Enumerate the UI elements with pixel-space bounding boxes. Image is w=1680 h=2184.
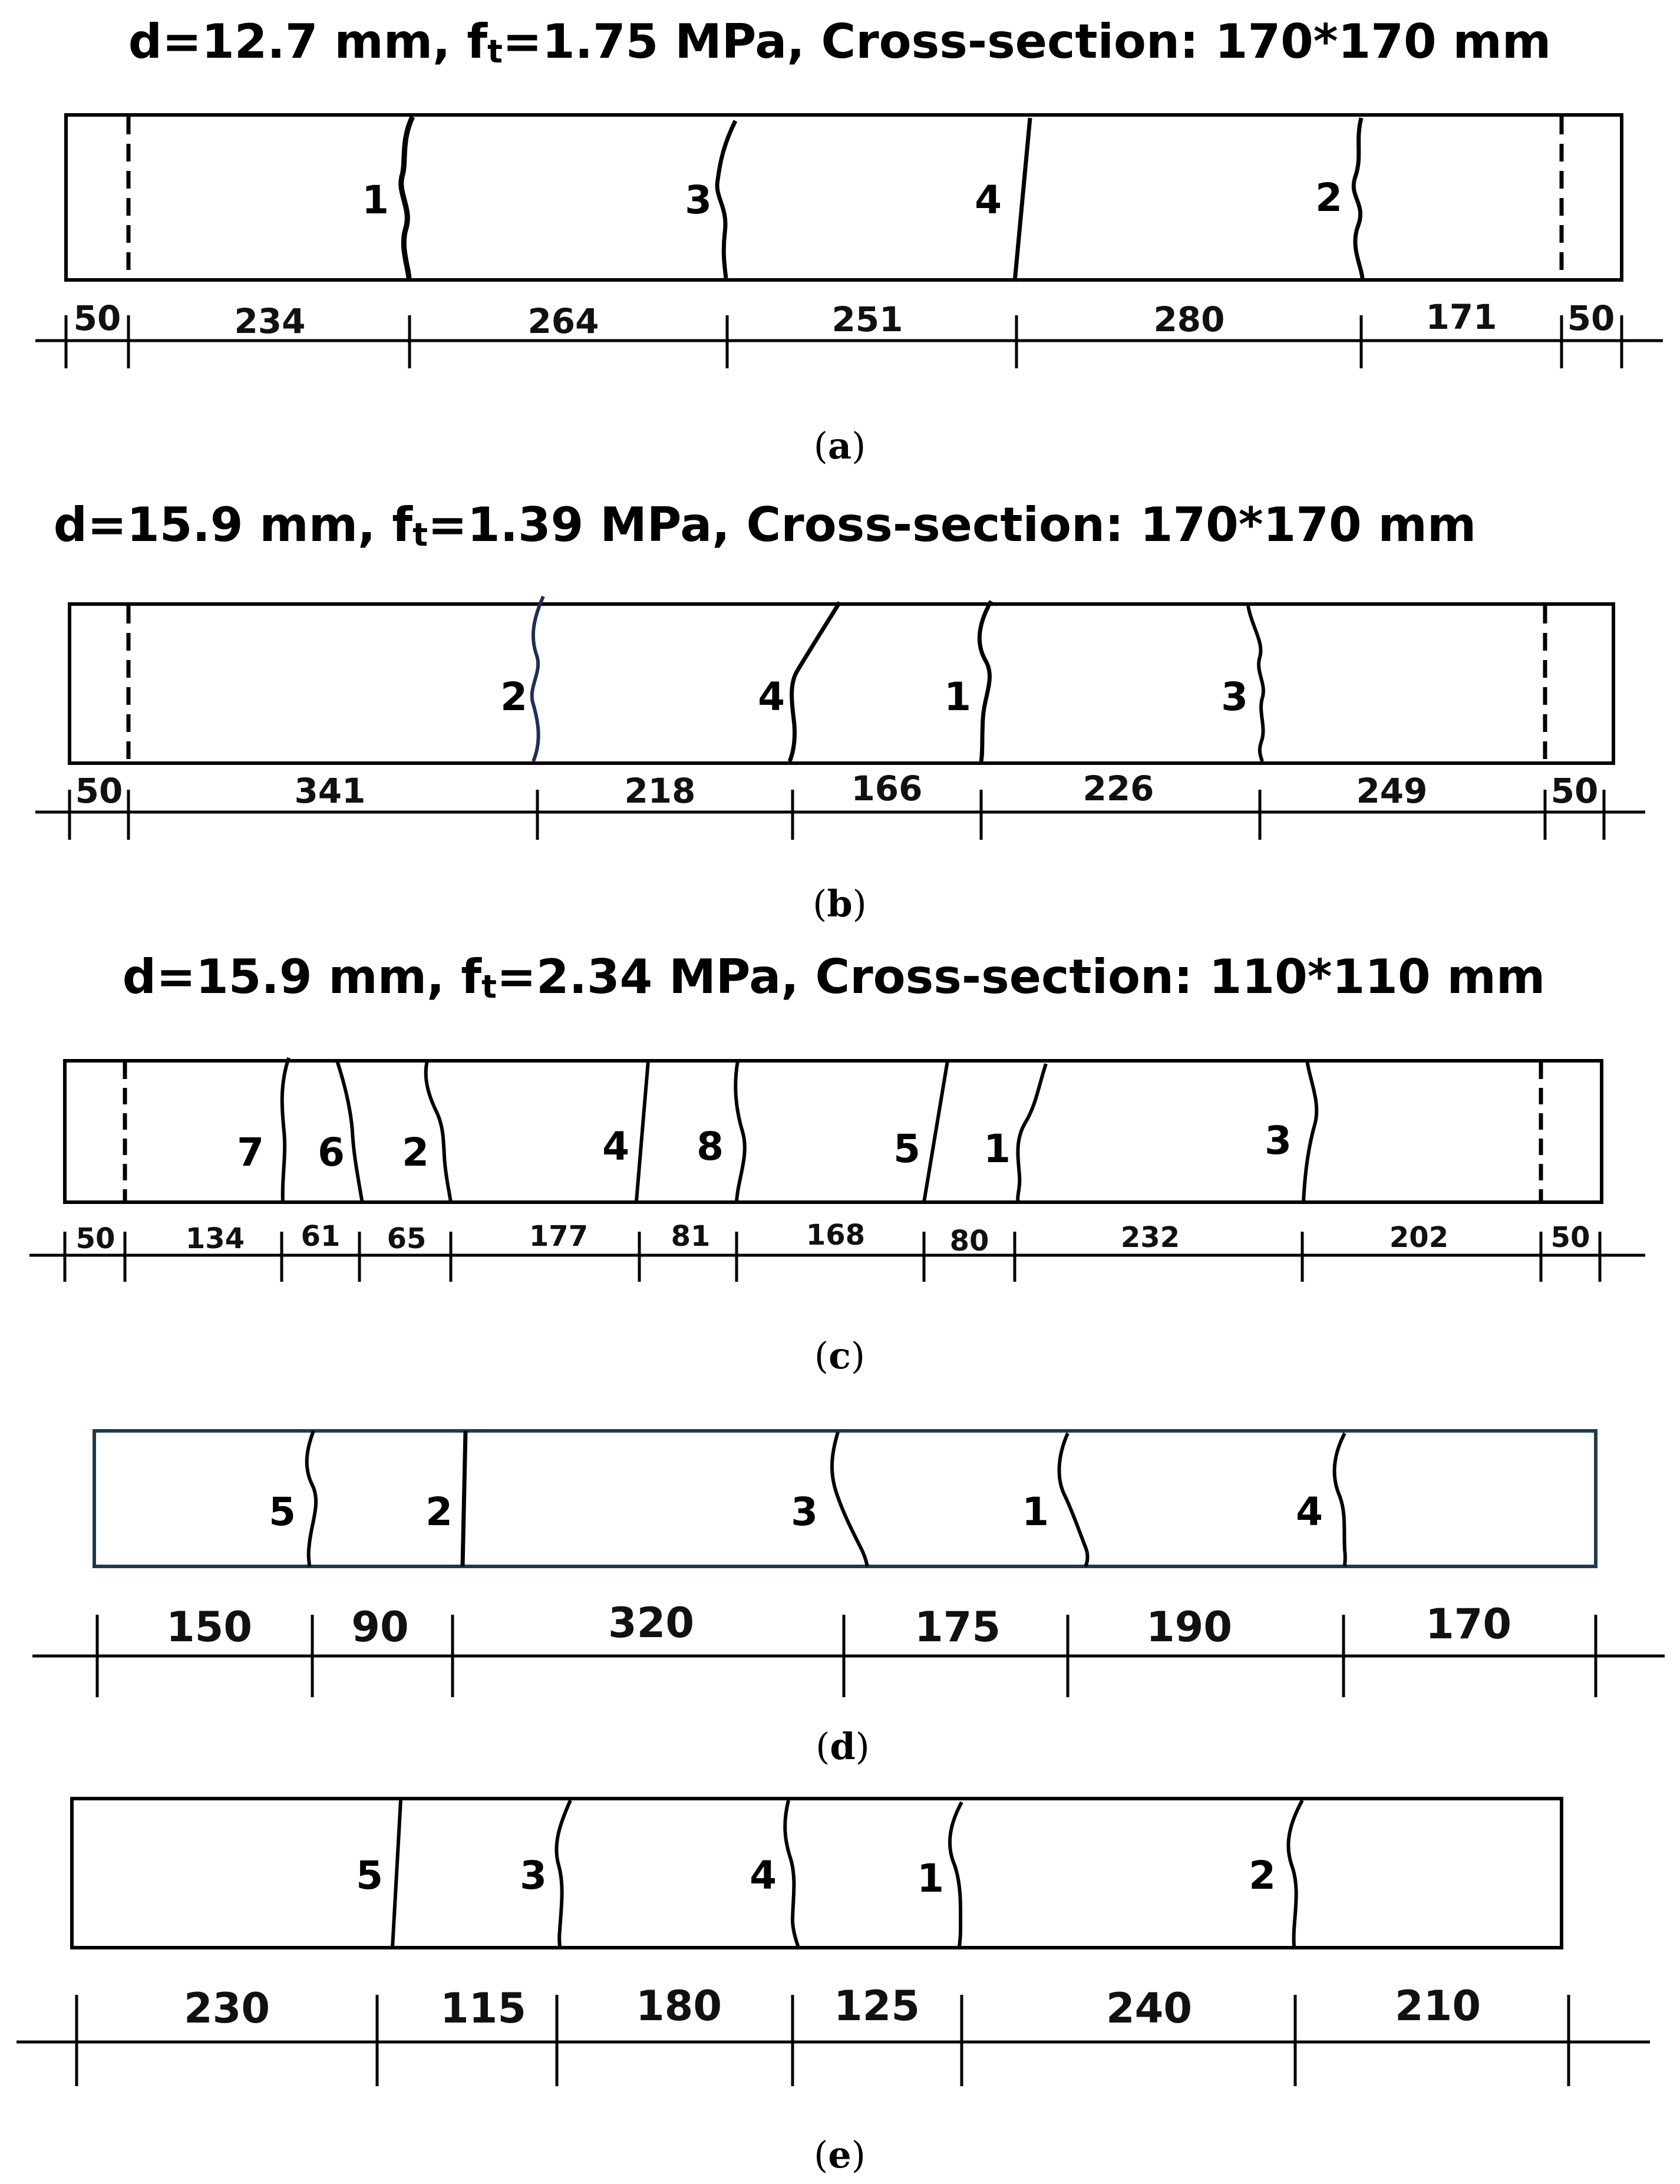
panel-d-dim-5: 190 — [1146, 1603, 1233, 1651]
panel-e — [16, 1799, 1650, 2176]
panel-c-crack-label-6: 6 — [318, 1130, 345, 1175]
panel-c-dim-3: 61 — [301, 1220, 341, 1253]
panel-a-dim-3: 264 — [527, 301, 599, 341]
panel-b-crack-label-3: 3 — [1221, 674, 1248, 720]
panel-e-dim-2: 115 — [440, 1984, 527, 2033]
panel-b-crack-4 — [790, 602, 840, 761]
panel-d-dimension-line — [32, 1615, 1665, 1697]
panel-d-crack-label-5: 5 — [269, 1489, 296, 1535]
panel-d-caption: (d) — [816, 1725, 870, 1768]
panel-e-crack-3 — [556, 1800, 570, 1948]
panel-c-crack-label-2: 2 — [402, 1130, 429, 1175]
panel-b-dim-4: 166 — [851, 768, 923, 809]
panel-a-crack-4 — [1015, 118, 1030, 282]
panel-b-dim-6: 249 — [1356, 771, 1428, 811]
panel-a-crack-1 — [401, 117, 412, 278]
panel-d-crack-1 — [1059, 1433, 1087, 1566]
panel-b-dim-7: 50 — [1550, 771, 1599, 811]
panel-c-crack-label-1: 1 — [983, 1126, 1011, 1172]
panel-e-dim-6: 210 — [1394, 1982, 1481, 2030]
panel-b-caption: (b) — [813, 882, 867, 925]
panel-c-crack-8 — [735, 1061, 745, 1202]
panel-c-dim-7: 168 — [806, 1219, 866, 1252]
panel-c-dim-1: 50 — [75, 1222, 115, 1255]
panel-b-title: d=15.9 mm, ft=1.39 MPa, Cross-section: 170*170 mm — [53, 497, 1477, 553]
panel-c-dim-9: 232 — [1120, 1221, 1180, 1254]
panel-b-crack-label-1: 1 — [944, 674, 971, 720]
panel-d-dim-6: 170 — [1425, 1600, 1512, 1648]
panel-e-crack-2 — [1288, 1800, 1302, 1948]
panel-d-crack-2 — [463, 1431, 466, 1566]
panel-c-crack-label-4: 4 — [602, 1124, 629, 1169]
panel-e-crack-label-4: 4 — [750, 1853, 777, 1898]
panel-b-dim-3: 218 — [624, 771, 696, 811]
panel-e-caption: (e) — [814, 2133, 866, 2176]
panel-a-title: d=12.7 mm, ft=1.75 MPa, Cross-section: 170*170 mm — [128, 14, 1552, 70]
panel-a-dim-4: 251 — [831, 299, 903, 339]
panel-c-crack-label-5: 5 — [893, 1126, 920, 1172]
panel-c-dim-2: 134 — [185, 1222, 245, 1255]
panel-b-crack-label-4: 4 — [758, 674, 785, 720]
panel-c-crack-2 — [426, 1061, 451, 1202]
panel-c-crack-label-8: 8 — [697, 1124, 724, 1169]
panel-a-specimen — [66, 115, 1622, 280]
panel-a-caption: (a) — [813, 424, 866, 467]
panel-e-dim-5: 240 — [1105, 1984, 1193, 2033]
panel-d-crack-3 — [832, 1432, 867, 1566]
panel-b-dim-5: 226 — [1082, 768, 1154, 809]
panel-e-dim-3: 180 — [635, 1982, 722, 2030]
panel-c-crack-5 — [924, 1061, 948, 1202]
panel-e-crack-5 — [392, 1800, 401, 1948]
panel-a — [35, 14, 1663, 467]
panel-c-specimen — [65, 1061, 1602, 1202]
panel-c-dim-10: 202 — [1389, 1221, 1449, 1254]
panel-c — [29, 949, 1645, 1377]
panel-b-crack-3 — [1248, 606, 1263, 761]
panel-a-crack-2 — [1354, 118, 1362, 278]
panel-d-specimen — [94, 1431, 1596, 1566]
panel-a-dim-7: 50 — [1567, 298, 1615, 338]
panel-c-crack-label-3: 3 — [1265, 1118, 1292, 1163]
panel-a-dim-1: 50 — [73, 298, 121, 338]
panel-b-crack-label-2: 2 — [500, 674, 527, 720]
panel-d-crack-label-1: 1 — [1022, 1489, 1049, 1535]
panel-b — [35, 497, 1645, 925]
panel-c-crack-1 — [1018, 1064, 1046, 1202]
panel-b-dim-1: 50 — [75, 771, 123, 811]
panel-d-crack-label-2: 2 — [425, 1489, 453, 1535]
panel-a-crack-label-1: 1 — [362, 177, 389, 223]
panel-c-dim-5: 177 — [529, 1220, 589, 1253]
panel-d-crack-4 — [1335, 1433, 1345, 1566]
panel-e-crack-4 — [785, 1800, 798, 1948]
panel-a-crack-label-2: 2 — [1315, 175, 1342, 220]
panel-e-specimen — [72, 1799, 1562, 1948]
panel-e-crack-label-2: 2 — [1249, 1853, 1276, 1898]
panel-a-crack-3 — [717, 121, 735, 278]
panel-c-dim-4: 65 — [387, 1222, 427, 1255]
panel-c-crack-4 — [636, 1061, 648, 1201]
panel-b-crack-1 — [979, 601, 991, 761]
panel-a-crack-label-4: 4 — [975, 177, 1002, 223]
panel-c-dim-8: 80 — [949, 1225, 989, 1258]
panel-d-dim-1: 150 — [166, 1603, 253, 1651]
panel-a-dim-2: 234 — [234, 301, 306, 341]
panel-e-crack-label-1: 1 — [917, 1856, 944, 1901]
panel-d-dim-2: 90 — [351, 1603, 409, 1651]
panel-c-crack-7 — [282, 1058, 289, 1202]
panel-e-crack-1 — [950, 1802, 962, 1948]
panel-c-title: d=15.9 mm, ft=2.34 MPa, Cross-section: 110*110 mm — [122, 949, 1546, 1005]
panel-d — [32, 1431, 1665, 1768]
panel-d-crack-5 — [307, 1431, 316, 1566]
panel-e-crack-label-3: 3 — [520, 1853, 547, 1898]
panel-b-dim-2: 341 — [294, 771, 366, 811]
panel-c-dim-11: 50 — [1550, 1221, 1590, 1254]
panel-c-crack-label-7: 7 — [237, 1130, 264, 1175]
panel-a-dim-6: 171 — [1425, 297, 1497, 337]
panel-a-crack-label-3: 3 — [685, 177, 712, 223]
panel-d-crack-label-3: 3 — [791, 1489, 818, 1535]
panel-d-crack-label-4: 4 — [1296, 1489, 1323, 1535]
panel-b-crack-2 — [532, 596, 543, 761]
panel-c-crack-3 — [1303, 1061, 1316, 1202]
panel-e-dim-4: 125 — [833, 1982, 920, 2030]
panel-e-dim-1: 230 — [183, 1984, 270, 2033]
panel-c-caption: (c) — [814, 1334, 866, 1377]
panel-b-specimen — [70, 604, 1613, 763]
panel-a-dim-5: 280 — [1153, 299, 1225, 339]
panel-e-crack-label-5: 5 — [356, 1853, 383, 1898]
panel-c-dim-6: 81 — [671, 1220, 711, 1253]
panel-d-dim-3: 320 — [608, 1599, 695, 1647]
panel-d-dim-4: 175 — [914, 1603, 1001, 1651]
